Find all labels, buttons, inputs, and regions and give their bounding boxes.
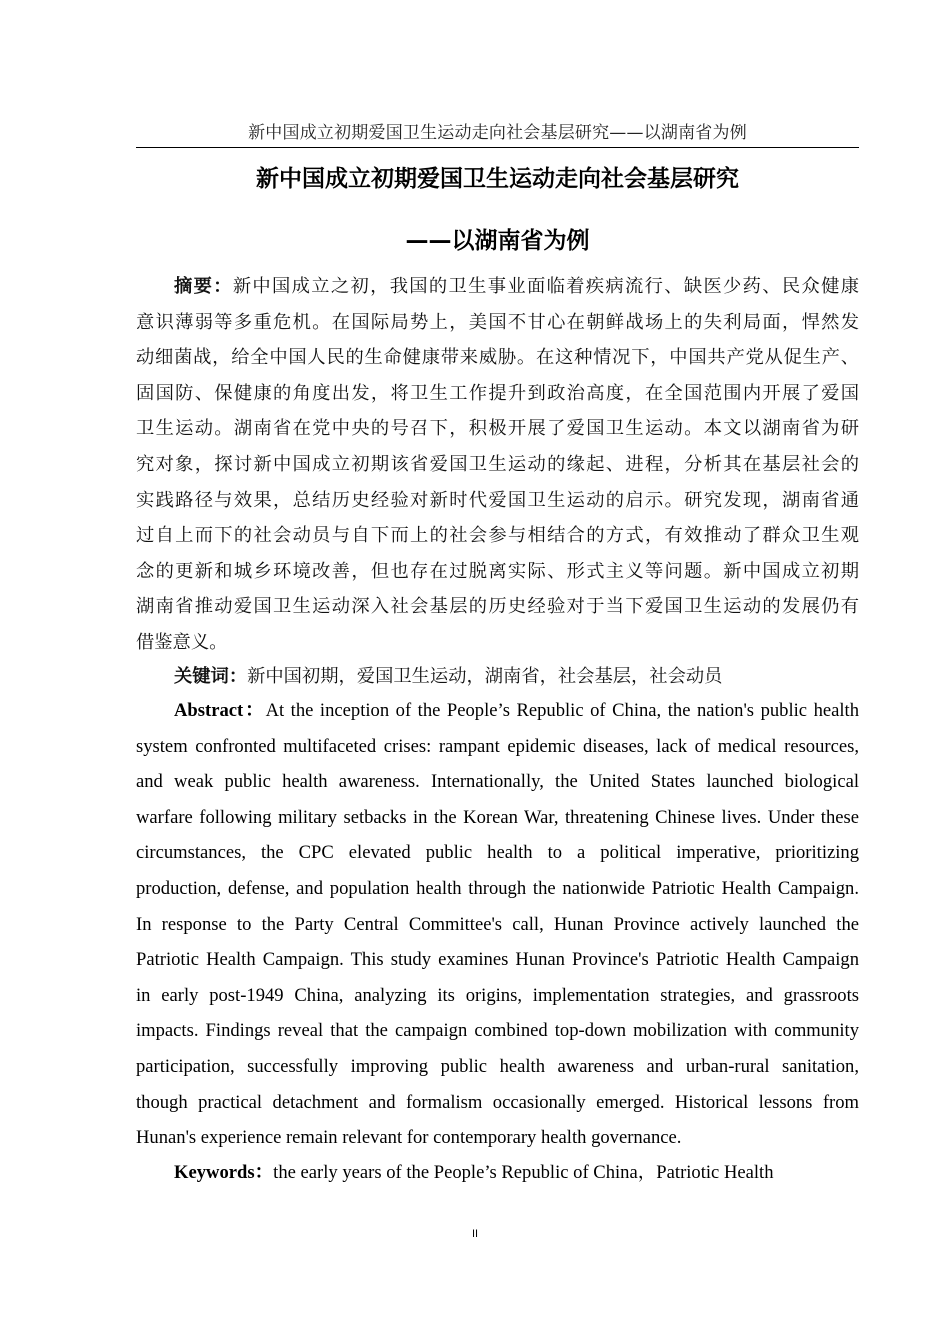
keywords-en-text: the early years of the People’s Republic of China，Patriotic Health: [273, 1162, 774, 1183]
abstract-line-text: 实践路径与效果，总结历史经验对新时代爱国卫生运动的启示。研究发现，湖南省通: [136, 489, 859, 511]
abstract-line-text: though practical detachment and formalism occasionally emerged. Historical lessons from: [136, 1091, 859, 1113]
running-header: 新中国成立初期爱国卫生运动走向社会基层研究——以湖南省为例: [248, 123, 747, 143]
abstract-line-text: and weak public health awareness. Internationally, the United States launched biological: [136, 771, 859, 793]
keywords-en-label: Keywords：: [174, 1162, 274, 1183]
abstract-line: [136, 942, 859, 978]
abstract-line-text: 新中国成立之初，我国的卫生事业面临着疾病流行、缺医少药、民众健康: [232, 276, 859, 297]
keywords-en: [136, 1155, 859, 1191]
abstract-en: [136, 693, 859, 1156]
abstract-line-text: 借鉴意义。: [136, 631, 228, 653]
abstract-line: [136, 411, 859, 447]
abstract-line-text: 固国防、保健康的角度出发，将卫生工作提升到政治高度，在全国范围内开展了爱国: [136, 382, 859, 404]
abstract-line: [136, 518, 859, 554]
abstract-line: [136, 305, 859, 341]
abstract-line: [136, 978, 859, 1014]
abstract-line: [136, 483, 859, 519]
abstract-line-text: Patriotic Health Campaign. This study examines Hunan Province's Patriotic Health Campaign: [136, 949, 859, 971]
abstract-line: [136, 589, 859, 625]
page-title: 新中国成立初期爱国卫生运动走向社会基层研究: [256, 166, 739, 192]
abstract-line-text: warfare following military setbacks in the Korean War, threatening Chinese lives. Under these: [136, 806, 859, 828]
abstract-line-text: 过自上而下的社会动员与自下而上的社会参与相结合的方式，有效推动了群众卫生观: [136, 525, 859, 547]
abstract-line: [136, 907, 859, 943]
abstract-line-text: 念的更新和城乡环境改善，但也存在过脱离实际、形式主义等问题。新中国成立初期: [136, 560, 859, 582]
abstract-line: [136, 1085, 859, 1121]
abstract-line-text: circumstances, the CPC elevated public health to a political imperative, prioritizing: [136, 842, 859, 864]
abstract-line: [136, 447, 859, 483]
abstract-line-text: At the inception of the People’s Republic of China, the nation's public health: [265, 700, 859, 721]
abstract-line: [136, 340, 859, 376]
abstract-line-text: 卫生运动。湖南省在党中央的号召下，积极开展了爱国卫生运动。本文以湖南省为研: [136, 418, 859, 440]
abstract-zh: [136, 269, 859, 661]
abstract-line: [136, 1120, 859, 1156]
page-subtitle: ——以湖南省为例: [405, 228, 590, 254]
abstract-label: 摘要：: [174, 276, 233, 297]
abstract-line: [136, 625, 859, 661]
abstract-line-text: in early post-1949 China, analyzing its origins, implementation strategies, and grassroots: [136, 984, 859, 1006]
abstract-line-text: impacts. Findings reveal that the campaign combined top-down mobilization with community: [136, 1020, 859, 1042]
abstract-label: Abstract：: [174, 700, 266, 721]
abstract-line: [136, 693, 859, 729]
page-number: II: [471, 1228, 479, 1240]
abstract-line-text: 动细菌战，给全中国人民的生命健康带来威胁。在这种情况下，中国共产党从促生产、: [136, 347, 859, 369]
abstract-line: [136, 729, 859, 765]
abstract-line-text: system confronted multifaceted crises: rampant epidemic diseases, lack of medical resources,: [136, 735, 859, 757]
abstract-line-text: production, defense, and population health through the nationwide Patriotic Health Campaign.: [136, 877, 859, 899]
abstract-line: [136, 835, 859, 871]
keywords-zh-label: 关键词：: [174, 666, 248, 687]
abstract-line-text: In response to the Party Central Committee's call, Hunan Province actively launched the: [136, 913, 859, 935]
abstract-line: [136, 269, 859, 305]
abstract-line: [136, 871, 859, 907]
abstract-line-text: participation, successfully improving public health awareness and urban-rural sanitation,: [136, 1055, 859, 1077]
keywords-zh-text: 新中国初期，爱国卫生运动，湖南省，社会基层，社会动员: [247, 666, 723, 687]
keywords-zh: [136, 659, 859, 695]
abstract-line-text: 意识薄弱等多重危机。在国际局势上，美国不甘心在朝鲜战场上的失利局面，悍然发: [136, 311, 859, 333]
abstract-line: [136, 554, 859, 590]
abstract-line: [136, 376, 859, 412]
abstract-line: [136, 800, 859, 836]
abstract-line-text: 湖南省推动爱国卫生运动深入社会基层的历史经验对于当下爱国卫生运动的发展仍有: [136, 596, 859, 618]
abstract-line: [136, 764, 859, 800]
abstract-line: [136, 1049, 859, 1085]
abstract-line-text: 究对象，探讨新中国成立初期该省爱国卫生运动的缘起、进程，分析其在基层社会的: [136, 453, 859, 475]
header-rule: [136, 147, 859, 148]
abstract-line: [136, 1013, 859, 1049]
abstract-line-text: Hunan's experience remain relevant for contemporary health governance.: [136, 1127, 682, 1149]
